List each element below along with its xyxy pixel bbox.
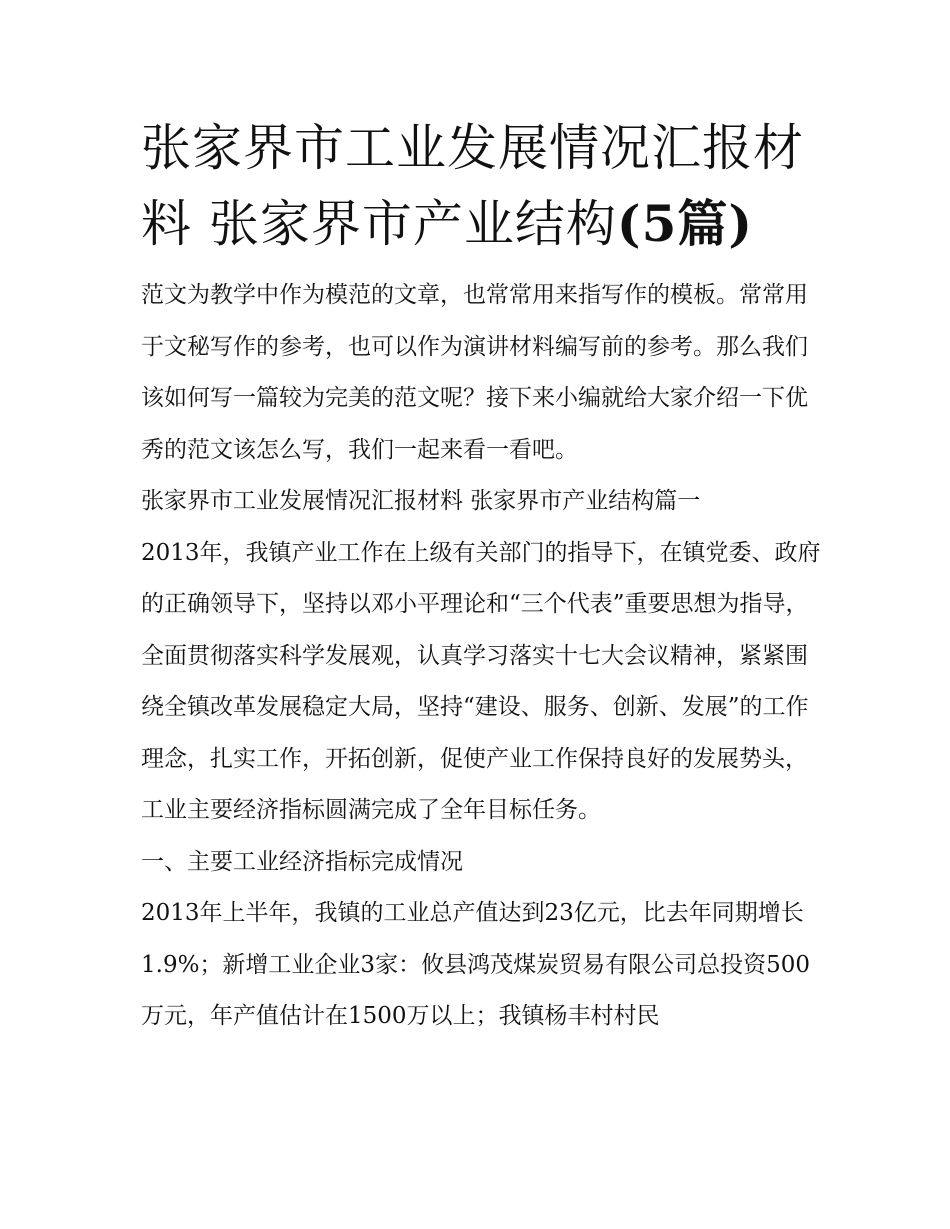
paragraph-body: 2013年上半年，我镇的工业总产值达到23亿元，比去年同期增长1.9%；新增工业企业3家：攸县鸿茂煤炭贸易有限公司总投资500万元，年产值估计在1500万以上；我镇杨丰村村民	[141, 900, 810, 1029]
title-suffix: (5篇)	[616, 194, 754, 253]
document-title	[141, 110, 821, 262]
document-page	[141, 110, 821, 1043]
title-main: 张家界市工业发展情况汇报材料 张家界市产业结构	[141, 119, 804, 253]
paragraph-body: 2013年，我镇产业工作在上级有关部门的指导下，在镇党委、政府的正确领导下，坚持以邓小平理论和“三个代表”重要思想为指导，全面贯彻落实科学发展观，认真学习落实十七大会议精神，紧紧围绕全镇改革发展稳定大局，坚持“建设、服务、创新、发展”的工作理念，扎实工作，开拓创新，促使产业工作保持良好的发展势头，工业主要经济指标圆满完成了全年目标任务。	[141, 539, 821, 823]
paragraph-intro: 范文为教学中作为模范的文章，也常常用来指写作的模板。常常用于文秘写作的参考，也可以作为演讲材料编写前的参考。那么我们该如何写一篇较为完美的范文呢？接下来小编就给大家介绍一下优秀的范文该怎么写，我们一起来看一看吧。	[141, 282, 808, 463]
paragraph-section-heading: 张家界市工业发展情况汇报材料 张家界市产业结构篇一	[141, 488, 701, 514]
paragraph-subheading: 一、主要工业经济指标完成情况	[141, 848, 463, 875]
